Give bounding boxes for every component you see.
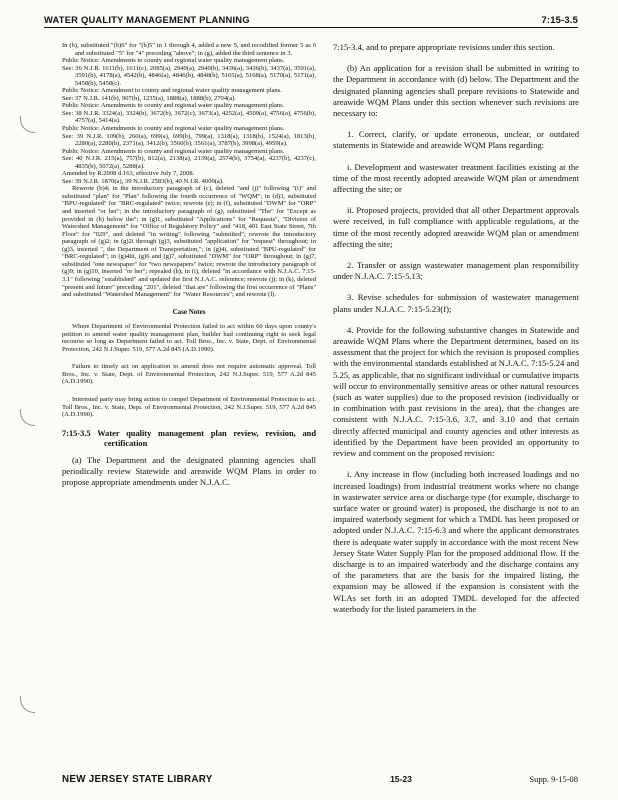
history-note: See: 37 N.J.R. 141(b), 907(b), 1235(a), 1888(a), 1888(b), 2704(a). xyxy=(62,94,237,102)
library-stamp: NEW JERSEY STATE LIBRARY xyxy=(62,774,213,785)
amendment-description: Rewrote (b)4; in the introductory paragraph of (c), deleted "and (j)" following "(i)" and substituted "plan" for "Plan" following the fourth occurrence of "WQM"; in (d)3, substituted "BPU-regulated" for "BRC-regulated" twice; rewrote (e); in (f), substituted "DWM" for "ORP" and inserted "or her"; in the introductory paragraph of (g), substituted "The" for "Except as provided in (h) below the"; in (g)1, substituted "Applications" for "Requests", "Division of Watershed Management" for "Office of Regulatory Policy" and "418, 401 East State Street, 7th Floor" for "029", and deleted "in writing" following "submitted"; rewrote the introductory paragraph of (g)2; in (g)2i through (g)3, substituted "application" for "request" throughout; in (g)3, inserted ", the Department of Transportation,"; in (g)4i, substituted "BPU-regulated" for "BRC-regulated"; in (g)4iii, (g)6 and (g)7, substituted "DWM" for "ORP" throughout; in (g)7, substituted "one newspaper" for "two newspapers" twice; rewrote the introductory paragraph of (g)9; in (g)10, inserted "or her"; repealed (h); in (i), deleted "in accordance with N.J.A.C. 7:15-3.1" following "established" and updated the first N.J.A.C. reference; rewrote (j); in (k), deleted "present and future" preceding "201", deleted "that are" following the first occurrence of "Plans" and substituted "Watershed Management" for "Water Resources"; and rewrote (l). xyxy=(62,185,316,299)
history-note: Public Notice: Amendments to county and regional water quality management plans. xyxy=(62,57,285,65)
item-3: 3. Revise schedules for submission of wastewater management plans under N.J.A.C. 7:15-5.23(f); xyxy=(333,292,579,314)
supplement-date: Supp. 9-15-08 xyxy=(529,774,578,784)
history-note: Public Notice: Amendments to county and regional water quality management plans. xyxy=(62,102,285,110)
item-4-i: i. Any increase in flow (including both increased loadings and no increased loadings) from industrial treatment works where no change in wastewater service area or discharge type (for example, discharge to surface water or ground water) is proposed, the discharge is not to an impaired waterbody segment for which a TMDL has been proposed or adopted under N.J.A.C. 7:15-6.3 and where the applicant demonstrates there is adequate water supply in accordance with the most recent New Jersey State Water Supply Plan for the proposed additional flow. If the discharge is to an impaired waterbody and the discharge contains any of the parameters that are the basis for the impaired listing, the expansion may be allowed if the expansion is consistent with the WLAs set forth in an adopted TMDL developed for the affected waterbody for the listed parameters in the xyxy=(333,469,579,614)
history-note: Amended by R.2008 d.163, effective July 7, 2008. xyxy=(62,170,195,178)
history-note: See: 38 N.J.R. 3324(a), 3324(b), 3672(b), 3672(c), 3673(a), 4252(a), 4509(a), 4756(a), 4756(b), 4757(a), 5414(a). xyxy=(62,109,316,125)
history-note: See: 39 N.J.R. 109(b), 260(a), 699(a), 699(b), 799(a), 1318(a), 1318(b), 1524(a), 1813(b), 2280(a), 2280(b), 2371(a), 3412(b), 3560(b), 3561(a), 3787(b), 3998(a), 4959(a). xyxy=(62,132,316,148)
header-title: WATER QUALITY MANAGEMENT PLANNING xyxy=(44,14,250,25)
case-note: Interested party may bring action to compel Department of Environmental Protection to act. Toll Bros., Inc. v. State, Dept. of Environmental Protection, 242 N.J.Super. 519, 577 A.2d 845 (A.D.1990). xyxy=(62,395,316,419)
item-4: 4. Provide for the following substantive changes in Statewide and areawide WQM Plans where the Department determines, based on its assessment that the project for which the revision is proposed complies with the environmental standards established at N.J.A.C. 7:15-5.24 and 5.25, as applicable, that no significant individual or cumulative impacts will occur to environmentally sensitive areas or other natural resources (such as water supplies) due to the proposed revision (individually or in combination with past revisions in the area), that the changes are consistent with N.J.A.C. 7:15-3.6, 3.7, and 3.10 and that certain directly affected municipal and county agencies and other interests as identified by the Department have been provided an opportunity to review and comment on the proposed revision: xyxy=(333,324,579,459)
running-header xyxy=(44,14,578,28)
item-1-ii: ii. Proposed projects, provided that all other Department approvals were received, in full compliance with applicable regulations, at the time of the most recently adopted areawide WQM plan or amendment affecting the site; xyxy=(333,205,579,249)
case-notes-title: Case Notes xyxy=(172,307,206,316)
history-note: Public Notice: Amendment to county and regional water quality management plans. xyxy=(62,87,282,95)
case-note: Failure to timely act on application to amend does not require automatic approval. Toll Bros., Inc. v. State, Dept. of Environmental Protection, 242 N.J.Super. 519, 577 A.2d 845 (A.D.1990). xyxy=(62,363,316,386)
history-note: See: 40 N.J.R. 215(a), 757(b), 812(a), 2138(a), 2139(a), 2574(b), 3754(a), 4237(b), 4237(c), 4835(b), 5072(a), 5288(a). xyxy=(62,155,316,170)
section-heading: 7:15-3.5 Water quality management plan review, revision, and certification xyxy=(62,428,316,448)
header-section-number: 7:15-3.5 xyxy=(541,14,578,25)
item-1: 1. Correct, clarify, or update erroneous, unclear, or outdated statements in Statewide and areawide WQM Plans regarding: xyxy=(333,129,579,151)
section-paragraph-a: (a) The Department and the designated planning agencies shall periodically review Statewide and areawide WQM Plans in order to propose appropriate amendments under N.J.A.C. xyxy=(62,454,316,488)
history-note: In (b), substituted "(b)6" for "(b)5" in 1 through 4, added a new 5, and recodified former 5 as 6 and substituted "5" for "4" preceding "above"; in (g), added the third sentence in 3. xyxy=(62,42,316,57)
history-note: See: 36 N.J.R. 1611(b), 1611(c), 2085(a), 2940(a), 2940(b), 3436(a), 3436(b), 3437(a), 3591(a), 3591(b), 4178(a), 4542(b), 4846(a), 4846(b), 4848(b), 5165(a), 5168(a), 5170(a), 5171(a), 5458(b), 5458(c). xyxy=(62,64,316,87)
item-1-i: i. Development and wastewater treatment facilities existing at the time of the most recently adopted areawide WQM plan or amendment affecting the site; or xyxy=(333,161,579,195)
history-note: Public Notice: Amendments to county and regional water quality management plans. xyxy=(62,125,285,133)
right-column xyxy=(333,42,579,625)
item-2: 2. Transfer or assign wastewater management plan responsibility under N.J.A.C. 7:15-5.13; xyxy=(333,260,579,282)
binder-hole-mark xyxy=(20,116,35,133)
continuation-paragraph: 7:15-3.4, and to prepare appropriate revisions under this section. xyxy=(333,42,555,52)
binder-hole-mark xyxy=(20,409,35,426)
paragraph-b: (b) An application for a revision shall be submitted in writing to the Department in accordance with (d) below. The Department and the designated planning agencies shall prepare revisions to Statewide and areawide WQM Plans under this section whenever such revisions are necessary to: xyxy=(333,63,579,119)
history-note: Public Notice: Amendments to county and regional water quality management plans. xyxy=(62,147,285,155)
left-column xyxy=(62,42,316,488)
case-note: Where Department of Environmental Protection failed to act within 60 days upon county's petition to amend water quality management plan, builder had continuing right to seek legal recourse so long as Department failed to act. Toll Bros., Inc. v. State, Dept. of Environmental Protection, 242 N.J.Super. 519, 577 A.2d 845 (A.D.1990). xyxy=(62,323,316,353)
binder-hole-mark xyxy=(20,696,35,713)
page-number: 15-23 xyxy=(390,774,412,784)
history-note: See: 39 N.J.R. 1870(a), 39 N.J.R. 2583(b), 40 N.J.R. 4000(a). xyxy=(62,177,224,185)
page-footer xyxy=(62,774,578,785)
